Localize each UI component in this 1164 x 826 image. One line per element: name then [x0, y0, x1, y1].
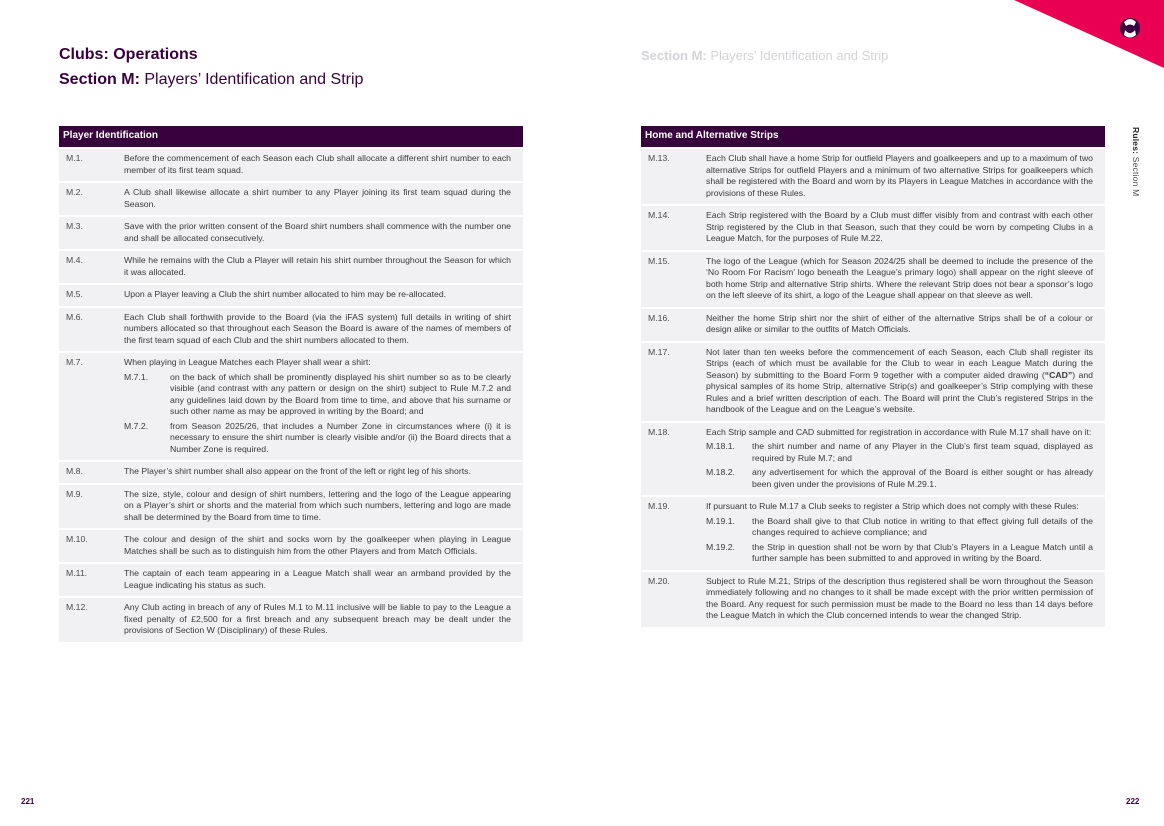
rule-number: M.5. [66, 289, 83, 299]
sub-rule [706, 441, 1093, 464]
rule-text: Each Strip registered with the Board by a Club must differ visibly from and contrast with each other Strip registered by the Club in that Season, such that they could be worn by competing Clubs in a League Match, for the purposes of Rule M.22. [706, 210, 1093, 243]
rule-row [59, 308, 523, 352]
page-number-left: 221 [21, 797, 35, 806]
section-heading: Player Identification [59, 126, 523, 147]
sub-rule [124, 372, 511, 418]
ghost-prefix: Section M: [641, 48, 707, 63]
sub-rule-number: M.18.1. [706, 441, 735, 451]
rule-text: The Player’s shirt number shall also appear on the front of the left or right leg of his shorts. [124, 466, 471, 476]
rule-number: M.8. [66, 466, 83, 476]
side-tab-bold: Rules: [1131, 127, 1141, 155]
rule-text: Each Club shall forthwith provide to the Board (via the iFAS system) full details in writing of shirt numbers allocated so that throughout each Season the Board is aware of the names of members of the first team squad of each Club and the shirt numbers allocated to them. [124, 311, 511, 345]
rule-row [59, 149, 523, 181]
rule-text: Each Strip sample and CAD submitted for registration in accordance with Rule M.17 shall have on it: [706, 426, 1092, 437]
rule-number: M.19. [648, 501, 670, 511]
rule-number: M.12. [66, 602, 88, 612]
rule-text: The captain of each team appearing in a League Match shall wear an armband provided by the League indicating his status as such. [124, 568, 511, 590]
rule-text: Before the commencement of each Season each Club shall allocate a different shirt number to each member of its first team squad. [124, 153, 511, 175]
right-column [641, 126, 1105, 627]
sub-rule-text: the shirt number and name of any Player in the Club’s first team squad, displayed as required by Rule M.7; and [752, 441, 1093, 463]
sub-rule-text: the Board shall give to that Club notice in writing to that effect giving full details of the changes required to achieve compliance; and [752, 515, 1093, 537]
sub-rule-text: any advertisement for which the approval of the Board is either sought or has already been given under the provisions of Rule M.29.1. [752, 467, 1093, 489]
section-name: Players’ Identification and Strip [144, 71, 364, 88]
rule-row [641, 497, 1105, 570]
rule-number: M.4. [66, 255, 83, 265]
rule-row [641, 572, 1105, 627]
section-title [59, 71, 363, 89]
rule-text: Upon a Player leaving a Club the shirt number allocated to him may be re-allocated. [124, 289, 447, 299]
rule-row [641, 149, 1105, 204]
sub-rule [706, 516, 1093, 539]
rule-body [706, 501, 1093, 565]
sub-rule [124, 421, 511, 456]
rule-number: M.6. [66, 311, 83, 322]
rule-row [59, 251, 523, 283]
rule-row [641, 252, 1105, 307]
rule-text: Any Club acting in breach of any of Rules M.1 to M.11 inclusive will be liable to pay to the League a fixed penalty of £2,500 for a first breach and any subsequent breach may be dealt under the provisions of Section W (Disciplinary) of these Rules. [124, 602, 511, 635]
rule-text [706, 347, 1093, 416]
rule-text: If pursuant to Rule M.17 a Club seeks to register a Strip which does not comply with these Rules: [706, 501, 1079, 511]
left-column [59, 126, 523, 642]
rule-number: M.20. [648, 575, 670, 586]
rule-number: M.7. [66, 357, 83, 367]
rule-text-part: Not later than ten weeks before the commencement of each Season, each Club shall register its Strips (each of which must be available for the Club to wear in each League Match during the Season) by submitting to the Board Form 9 together with a computer aided drawing ( [706, 346, 1093, 380]
rule-body [706, 427, 1093, 491]
rule-row [641, 206, 1105, 250]
rule-row [641, 423, 1105, 496]
rule-row [59, 598, 523, 642]
rule-number: M.1. [66, 153, 83, 163]
rule-text: Neither the home Strip shirt nor the shirt of either of the alternative Strips shall be of a colour or design alike or similar to the outfits of Match Officials. [706, 312, 1093, 334]
page-title: Clubs: Operations [59, 46, 198, 63]
rule-number: M.16. [648, 312, 670, 323]
rule-row [59, 217, 523, 249]
side-tab [1131, 127, 1141, 196]
ghost-name: Players’ Identification and Strip [710, 48, 889, 63]
rule-number: M.15. [648, 255, 670, 266]
rule-text: The logo of the League (which for Season 2024/25 shall be deemed to include the presence of the ‘No Room For Racism’ logo beneath the League’s primary logo) shall appear on the right sleeve of both home Strip and alternative Strip shirts. Where the relevant Strip does not bear a sponsor’s logo on the left sleeve of its shirt, a logo of the League shall appear on that sleeve as well. [706, 255, 1093, 300]
sub-rule-number: M.18.2. [706, 467, 735, 477]
rule-text: Save with the prior written consent of the Board shirt numbers shall commence with the number one and shall be allocated consecutively. [124, 221, 511, 243]
rule-number: M.2. [66, 187, 83, 197]
sub-rule-number: M.7.2. [124, 420, 149, 431]
section-title-ghost [641, 48, 888, 63]
rule-row [59, 485, 523, 529]
rule-row [59, 183, 523, 215]
sub-rule-number: M.19.1. [706, 515, 735, 526]
rule-text: Each Club shall have a home Strip for outfield Players and goalkeepers and up to a maximum of two alternative Strips for outfield Players and a minimum of two alternative Strips for goalkeepers which shall be registered with the Board and worn by its Players in League Matches in accordance with the provisions of these Rules. [706, 153, 1093, 198]
rule-row [59, 285, 523, 306]
defined-term: “CAD” [1044, 369, 1073, 380]
sub-rule-number: M.19.2. [706, 541, 735, 552]
sub-rule-text: the Strip in question shall not be worn by that Club’s Players in a League Match until a further sample has been submitted to and approved in writing by the Board. [752, 541, 1093, 563]
sub-rule [706, 467, 1093, 490]
rule-number: M.11. [66, 568, 88, 578]
section-heading: Home and Alternative Strips [641, 126, 1105, 147]
rule-number: M.18. [648, 426, 670, 437]
rule-row [641, 309, 1105, 341]
rule-number: M.14. [648, 210, 670, 220]
sub-rule-text: on the back of which shall be prominently displayed his shirt number so as to be clearly visible (and contrast with any pattern or design on the shirt) subject to Rule M.7.2 and any guidelines laid down by the Board from time to time, and above that his surname or such other name as may be approved in writing by the Board; and [170, 371, 511, 416]
sub-rule-text: from Season 2025/26, that includes a Number Zone in circumstances where (i) it is necessary to ensure the shirt number is clearly visible and/or (ii) the Board directs that a Number Zone is required. [170, 420, 511, 454]
rule-row [641, 343, 1105, 421]
side-tab-text: Section M [1131, 156, 1141, 197]
rule-row [59, 353, 523, 460]
sub-rule-number: M.7.1. [124, 371, 149, 382]
rule-text-part: ) and physical samples of its home Strip, alternative Strip(s) and goalkeeper’s Strip complying with these Rules and a brief written description of each. The Board will print the Club’s registered Strips in the handbook of the League and on the League’s website. [706, 369, 1093, 414]
lion-logo-icon [1120, 18, 1140, 38]
section-prefix: Section M: [59, 71, 140, 88]
rule-number: M.9. [66, 488, 83, 499]
rule-text: A Club shall likewise allocate a shirt number to any Player joining its first team squad during the Season. [124, 187, 511, 209]
rule-row [59, 564, 523, 596]
rule-number: M.13. [648, 153, 670, 163]
rule-row [59, 462, 523, 483]
sub-rule [706, 542, 1093, 565]
rule-text: When playing in League Matches each Player shall wear a shirt: [124, 357, 371, 367]
rule-text: Subject to Rule M.21, Strips of the description thus registered shall be worn throughout the Season immediately following and no changes to it shall be made except with the prior written permission of the Board. Any request for such permission must be made to the Board no less than 14 days before the League Match in which the Club concerned intends to wear the changed Strip. [706, 575, 1093, 620]
corner-banner [994, 0, 1164, 70]
rule-number: M.17. [648, 346, 670, 357]
rule-text: The colour and design of the shirt and socks worn by the goalkeeper when playing in League Matches shall be such as to distinguish him from the other Players and from Match Officials. [124, 534, 511, 556]
rule-number: M.3. [66, 221, 83, 231]
page-number-right: 222 [1126, 797, 1140, 806]
rule-text: While he remains with the Club a Player will retain his shirt number throughout the Season for which it was allocated. [124, 255, 511, 277]
rule-number: M.10. [66, 534, 88, 544]
rule-text: The size, style, colour and design of shirt numbers, lettering and the logo of the League appearing on a Player’s shirt or shorts and the material from which such numbers, lettering and logo are made shall be determined by the Board from time to time. [124, 488, 511, 522]
rule-body [124, 357, 511, 455]
rule-row [59, 530, 523, 562]
